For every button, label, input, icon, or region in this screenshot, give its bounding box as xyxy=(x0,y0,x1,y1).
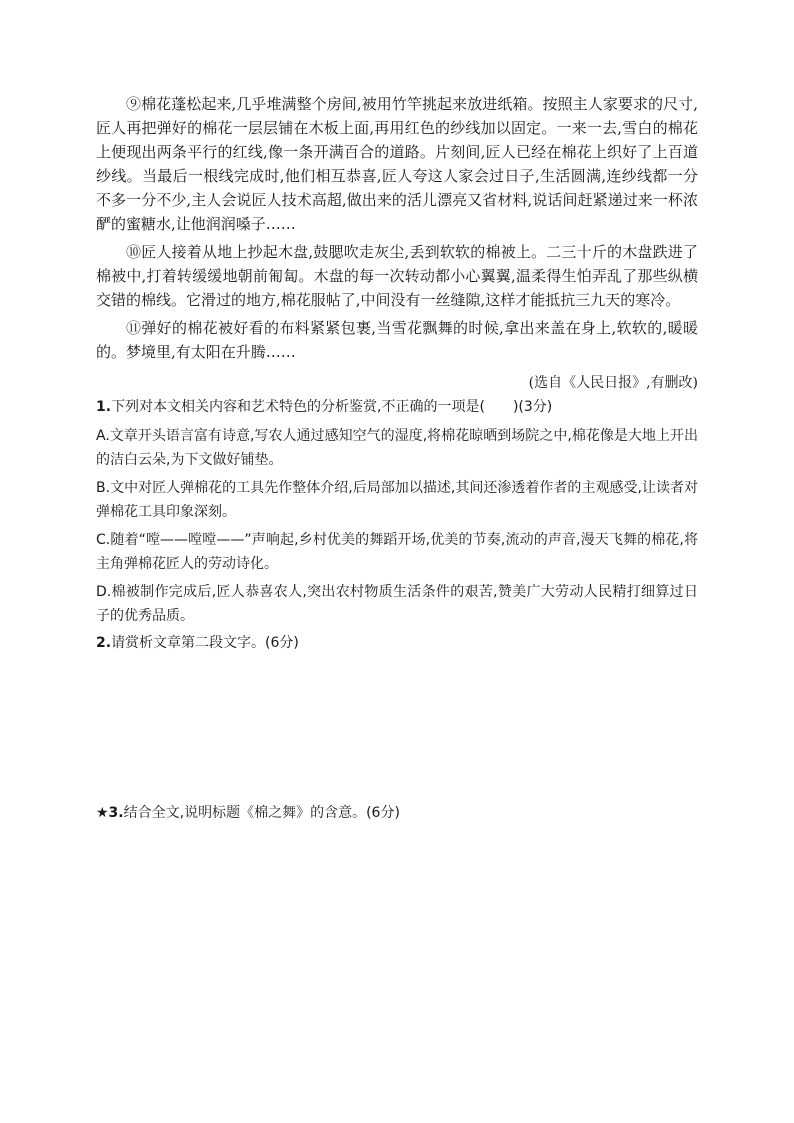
question-3-text: 结合全文,说明标题《棉之舞》的含意。(6分) xyxy=(123,805,400,821)
document-page xyxy=(96,92,698,830)
question-3-stem xyxy=(96,802,698,824)
question-2-text: 请赏析文章第二段文字。(6分) xyxy=(111,635,299,651)
question-2-number: 2. xyxy=(96,635,112,651)
question-2-answer-space xyxy=(96,654,698,802)
source-citation: (选自《人民日报》,有删改) xyxy=(528,375,698,391)
question-1-text: 下列对本文相关内容和艺术特色的分析鉴赏,不正确的一项是( )(3分) xyxy=(111,399,553,415)
question-2-stem xyxy=(96,632,698,654)
paragraph-9: ⑨棉花蓬松起来,几乎堆满整个房间,被用竹竿挑起来放进纸箱。按照主人家要求的尺寸,匠人再把弹好的棉花一层层铺在木板上面,再用红色的纱线加以固定。一来一去,雪白的棉花上便现出两条平行的红线,像一条开满百合的道路。片刻间,匠人已经在棉花上织好了上百道纱线。当最后一根线完成时,他们相互恭喜,匠人夸这人家会过日子,生活圆满,连纱线都一分不多一分不少,主人会说匠人技术高超,做出来的活儿漂亮又省材料,说话间赶紧递过来一杯浓酽的蜜糖水,让他润润嗓子…… xyxy=(96,95,698,233)
paragraph-10: ⑩匠人接着从地上抄起木盘,鼓腮吹走灰尘,丢到软软的棉被上。二三十斤的木盘跌进了棉被中,打着转缓缓地朝前匍匐。木盘的每一次转动都小心翼翼,温柔得生怕弄乱了那些纵横交错的棉线。它滑过的地方,棉花服帖了,中间没有一丝缝隙,这样才能抵抗三九天的寒冷。 xyxy=(96,243,698,309)
question-1-option-d: D.棉被制作完成后,匠人恭喜农人,突出农村物质生活条件的艰苦,赞美广大劳动人民精打细算过日子的优秀品质。 xyxy=(96,584,698,624)
question-1-stem xyxy=(96,396,698,418)
question-3-number: ★3. xyxy=(96,805,124,821)
question-1-option-b: B.文中对匠人弹棉花的工具先作整体介绍,后局部加以描述,其间还渗透着作者的主观感受,让读者对弹棉花工具印象深刻。 xyxy=(96,480,698,520)
question-1-number: 1. xyxy=(96,399,112,415)
question-1-option-a: A.文章开头语言富有诗意,写农人通过感知空气的湿度,将棉花晾晒到场院之中,棉花像是大地上开出的洁白云朵,为下文做好铺垫。 xyxy=(96,428,698,468)
question-1-option-c: C.随着“嘡——嘡嘡——”声响起,乡村优美的舞蹈开场,优美的节奏,流动的声音,漫天飞舞的棉花,将主角弹棉花匠人的劳动诗化。 xyxy=(96,532,698,572)
paragraph-11: ⑪弹好的棉花被好看的布料紧紧包裹,当雪花飘舞的时候,拿出来盖在身上,软软的,暖暖的。梦境里,有太阳在升腾…… xyxy=(96,319,698,361)
